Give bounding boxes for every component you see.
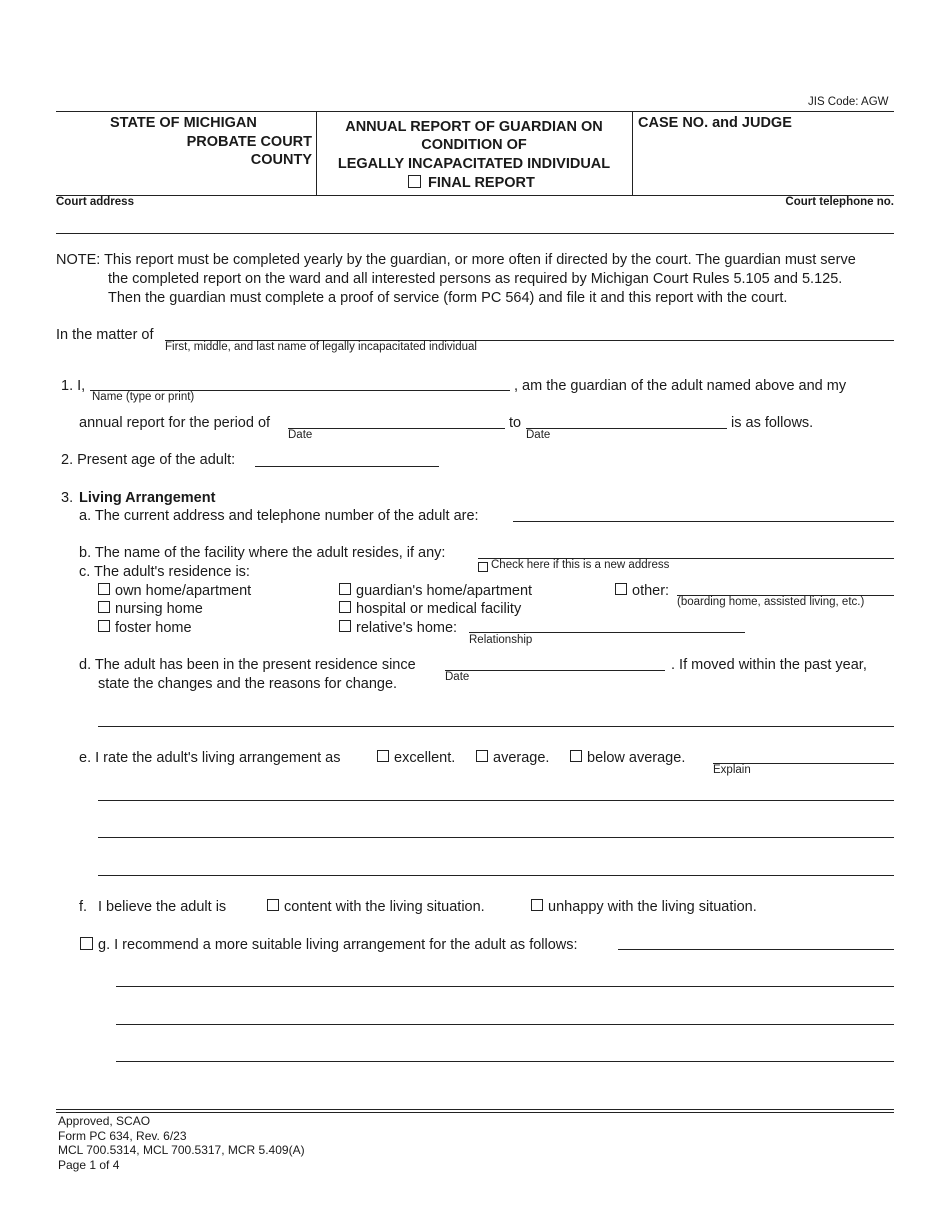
item1-number: 1. I, [61,378,86,394]
item3e-text: e. I rate the adult's living arrangement as [79,750,341,766]
item3f-text: I believe the adult is [98,899,227,915]
adult-address-field[interactable] [513,521,894,522]
unhappy-label: unhappy with the living situation. [548,899,757,915]
header-divider-2 [632,111,633,195]
footer-block [58,1114,305,1172]
form-title-line2: CONDITION OF [421,137,527,153]
recommend-line-3[interactable] [116,1061,894,1062]
item3g-text: g. I recommend a more suitable living arrangement for the adult as follows: [98,937,578,953]
court-label: PROBATE COURT [186,134,312,150]
residence-changes-field[interactable] [98,726,894,727]
foster-home-checkbox[interactable] [98,620,110,632]
other-label: other: [632,583,670,599]
below-average-label: below average. [587,750,686,766]
content-label: content with the living situation. [284,899,485,915]
period-end-caption: Date [526,429,551,441]
jis-code: JIS Code: AGW [808,96,889,108]
explain-line-2[interactable] [98,837,894,838]
footer-form: Form PC 634, Rev. 6/23 [58,1128,187,1143]
nursing-home-checkbox[interactable] [98,601,110,613]
footer-mcl: MCL 700.5314, MCL 700.5317, MCR 5.409(A) [58,1143,305,1157]
other-checkbox[interactable] [615,583,627,595]
form-title-line3: LEGALLY INCAPACITATED INDIVIDUAL [337,156,611,172]
nursing-home-label: nursing home [115,601,203,617]
hospital-checkbox[interactable] [339,601,351,613]
note-line1: NOTE: This report must be completed yearly by the guardian, or more often if directed by the court. The guardian must serve [56,252,856,268]
final-report-checkbox[interactable] [408,175,421,188]
guardian-home-checkbox[interactable] [339,583,351,595]
matter-label: In the matter of [56,327,154,343]
footer-page: Page 1 of 4 [58,1157,120,1172]
recommend-line-2[interactable] [116,1024,894,1025]
item3d-text1: d. The adult has been in the present residence since [79,657,416,673]
excellent-checkbox[interactable] [377,750,389,762]
excellent-label: excellent. [394,750,456,766]
content-checkbox[interactable] [267,899,279,911]
item3d-text2: . If moved within the past year, [671,657,867,673]
guardian-home-label: guardian's home/apartment [356,583,533,599]
header-top-rule [56,111,894,112]
new-address-checkbox[interactable] [478,562,488,572]
item3b-text: b. The name of the facility where the adult resides, if any: [79,545,446,561]
foster-home-label: foster home [115,620,192,636]
hospital-label: hospital or medical facility [356,601,522,617]
explain-line-1[interactable] [98,800,894,801]
unhappy-checkbox[interactable] [531,899,543,911]
own-home-checkbox[interactable] [98,583,110,595]
item3f-letter: f. [79,899,88,915]
adult-age-field[interactable] [255,466,439,467]
relative-home-checkbox[interactable] [339,620,351,632]
item3c-text: c. The adult's residence is: [79,564,250,580]
county-label: COUNTY [250,152,312,168]
item3d-text3: state the changes and the reasons for change. [98,676,398,692]
relative-home-label: relative's home: [356,620,458,636]
guardian-name-caption: Name (type or print) [92,391,195,403]
address-rule [56,233,894,234]
recommend-checkbox[interactable] [80,937,93,950]
item2-text: 2. Present age of the adult: [61,452,236,468]
court-address-label: Court address [56,196,134,208]
below-average-checkbox[interactable] [570,750,582,762]
new-address-label: Check here if this is a new address [491,559,670,571]
final-report-label: FINAL REPORT [428,175,535,191]
relationship-caption: Relationship [469,634,533,646]
average-checkbox[interactable] [476,750,488,762]
recommend-line-1[interactable] [116,986,894,987]
period-end-field[interactable] [526,428,727,429]
note-line3: Then the guardian must complete a proof of service (form PC 564) and file it and this report with the court. [108,290,788,306]
ward-name-caption: First, middle, and last name of legally incapacitated individual [165,341,477,353]
item1-text2: annual report for the period of [79,415,271,431]
residence-since-field[interactable] [445,670,665,671]
item3-number: 3. [61,490,74,506]
item3a-text: a. The current address and telephone number of the adult are: [79,508,479,524]
residence-since-caption: Date [445,671,470,683]
footer-rule-1 [56,1109,894,1110]
period-start-field[interactable] [288,428,505,429]
case-no-label: CASE NO. and JUDGE [638,115,792,131]
relationship-field[interactable] [469,632,745,633]
item1-text3: is as follows. [731,415,814,431]
other-residence-caption: (boarding home, assisted living, etc.) [677,596,865,608]
footer-rule-2 [56,1112,894,1113]
item1-text1: , am the guardian of the adult named above and my [514,378,847,394]
court-telephone-label: Court telephone no. [785,196,894,208]
average-label: average. [493,750,550,766]
item3-title: Living Arrangement [79,490,216,506]
state-label: STATE OF MICHIGAN [110,115,257,131]
recommend-field[interactable] [618,949,894,950]
item1-to: to [509,415,522,431]
footer-approved: Approved, SCAO [58,1114,151,1128]
form-title-line1: ANNUAL REPORT OF GUARDIAN ON [345,119,603,135]
explain-caption: Explain [713,764,751,776]
own-home-label: own home/apartment [115,583,252,599]
explain-line-3[interactable] [98,875,894,876]
note-line2: the completed report on the ward and all interested persons as required by Michigan Court Rules 5.105 and 5.125. [108,271,843,287]
period-start-caption: Date [288,429,313,441]
